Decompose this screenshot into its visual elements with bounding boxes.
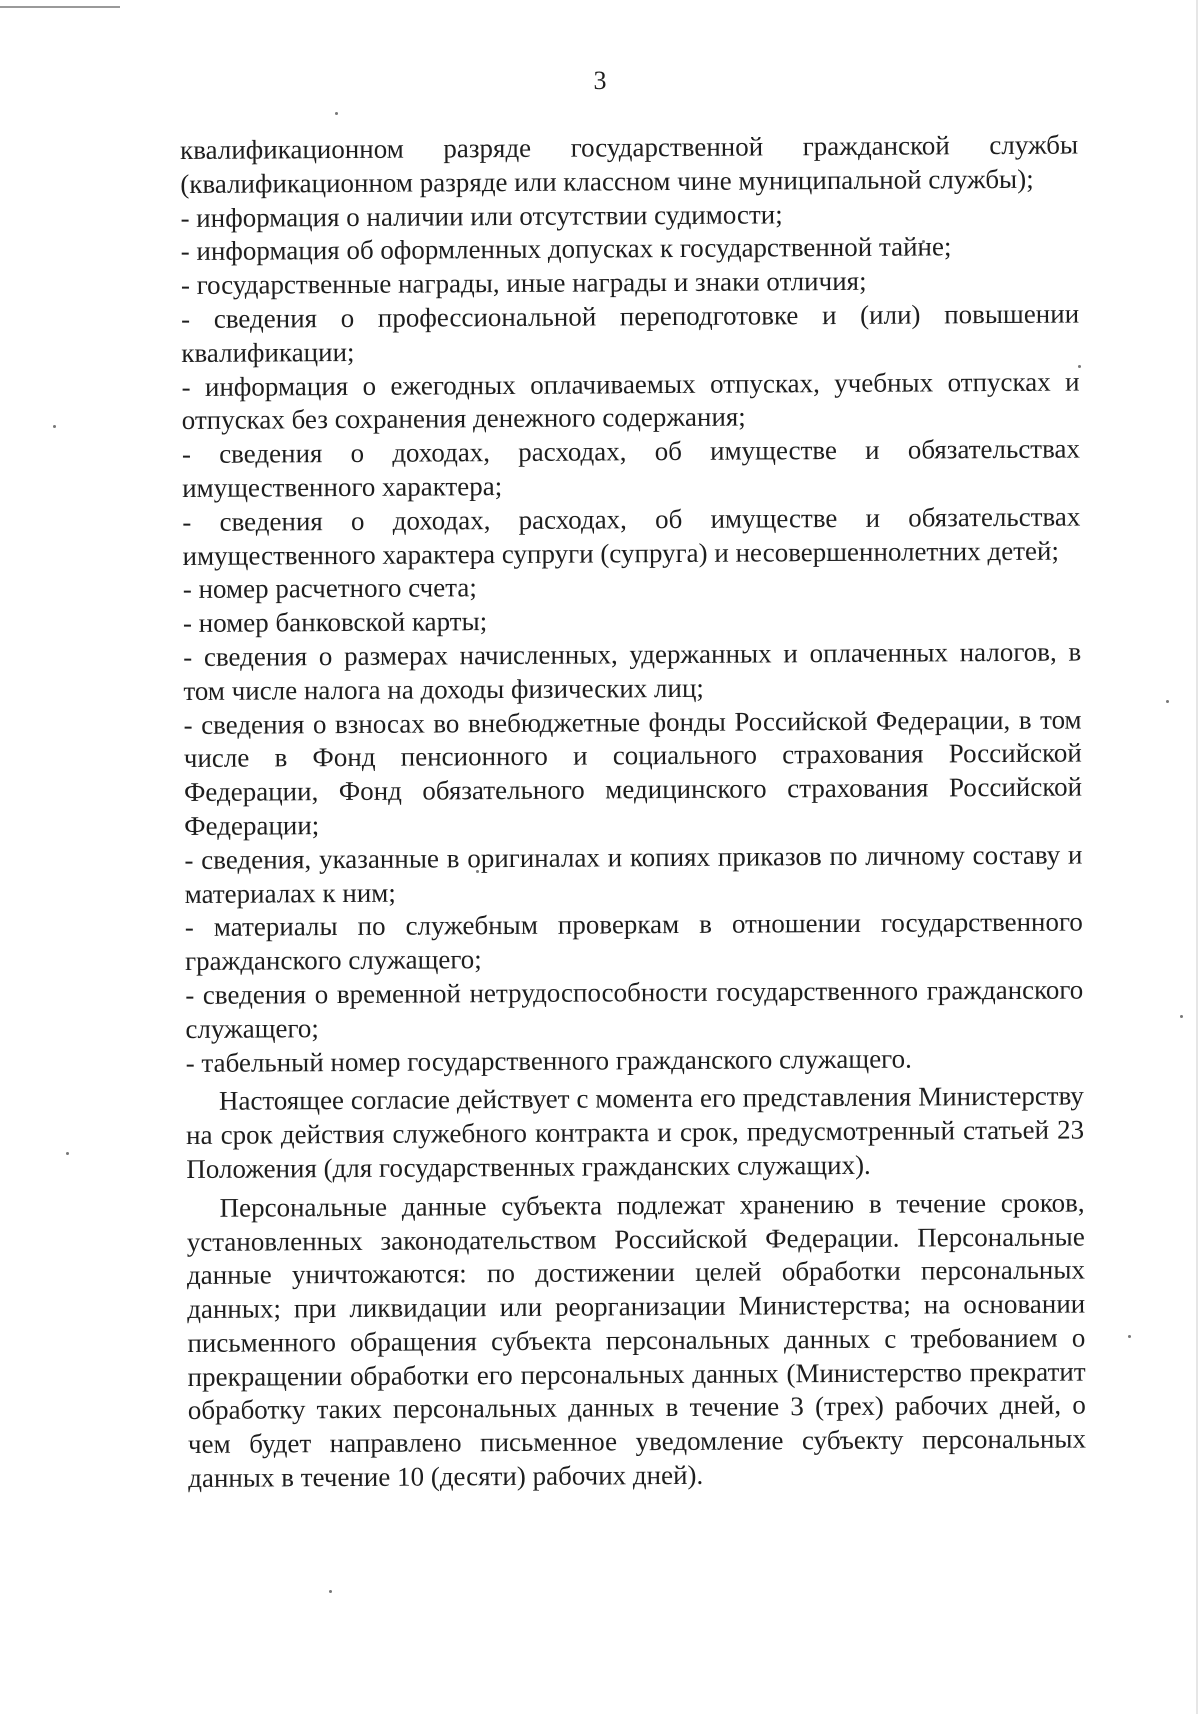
scan-speck: [329, 1590, 332, 1593]
list-item: - материалы по служебным проверкам в отношении государственного гражданского служащего;: [184, 906, 1083, 977]
scan-edge-top: [0, 6, 120, 8]
list-item: - сведения о временной нетрудоспособности государственного гражданского служащего;: [185, 974, 1084, 1044]
scan-speck: [335, 112, 338, 115]
list-item: - сведения о доходах, расходах, об имуществе и обязательствах имущественного характера;: [181, 433, 1081, 503]
scan-speck: [1128, 1335, 1131, 1338]
list-item: - информация о ежегодных оплачиваемых отпусках, учебных отпусках и отпусках без сохранения денежного содержания;: [181, 366, 1080, 436]
scan-speck: [1166, 700, 1169, 703]
list-item: - номер расчетного счета;: [182, 572, 477, 605]
list-item: - сведения о доходах, расходах, об имуществе и обязательствах имущественного характера супруги (супруга) и несовершеннолетних детей;: [182, 501, 1081, 571]
scan-speck: [66, 1152, 69, 1155]
list-item: - сведения о взносах во внебюджетные фонды Российской Федерации, в том числе в Фонд пенсионного и социального страхования Российской Федерации, Фонд обязательного медицинского страхования Российской Федерации;: [183, 704, 1083, 841]
data-retention-paragraph: Персональные данные субъекта подлежат хранению в течение сроков, установленных законодательством Российской Федерации. Персональные данные уничтожаются: по достижении целей обработки персональных данных; при ликвидации или реорганизации Министерства; на основании письменного обращения субъекта персональных данных с требованием о прекращении обработки его персональных данных (Министерство прекратит обработку таких персональных данных в течение 3 (трех) рабочих дней, о чем будет направлено письменное уведомление субъекту персональных данных в течение 10 (десяти) рабочих дней).: [186, 1187, 1087, 1494]
scan-edge-right: [1196, 0, 1198, 1714]
consent-validity-paragraph: Настоящее согласие действует с момента его представления Министерству на срок действия служебного контракта и срок, предусмотренный статьей 23 Положения (для государственных гражданских служащих).: [186, 1080, 1085, 1184]
list-item: - информация о наличии или отсутствии судимости;: [180, 198, 783, 233]
list-item: - сведения о профессиональной переподготовке и (или) повышении квалификации;: [181, 298, 1080, 368]
document-body: [180, 129, 1086, 1496]
list-item: - государственные награды, иные награды и знаки отличия;: [180, 265, 867, 301]
list-item: - информация об оформленных допусках к государственной тайне;: [180, 231, 952, 267]
intro-fragment: квалификационном разряде государственной гражданской службы (квалификационном разряде или классном чине муниципальной службы);: [180, 129, 1079, 199]
list-item: - сведения о размерах начисленных, удержанных и оплаченных налогов, в том числе налога на доходы физических лиц;: [183, 636, 1082, 706]
scan-speck: [53, 425, 56, 428]
data-items-list: [180, 196, 1083, 1080]
list-item: - табельный номер государственного гражданского служащего.: [185, 1043, 912, 1078]
list-item: - сведения, указанные в оригиналах и копиях приказов по личному составу и материалах к ним;: [184, 839, 1083, 909]
list-item: - номер банковской карты;: [182, 606, 488, 639]
page-number: 3: [593, 66, 607, 95]
scan-speck: [1180, 1015, 1183, 1018]
